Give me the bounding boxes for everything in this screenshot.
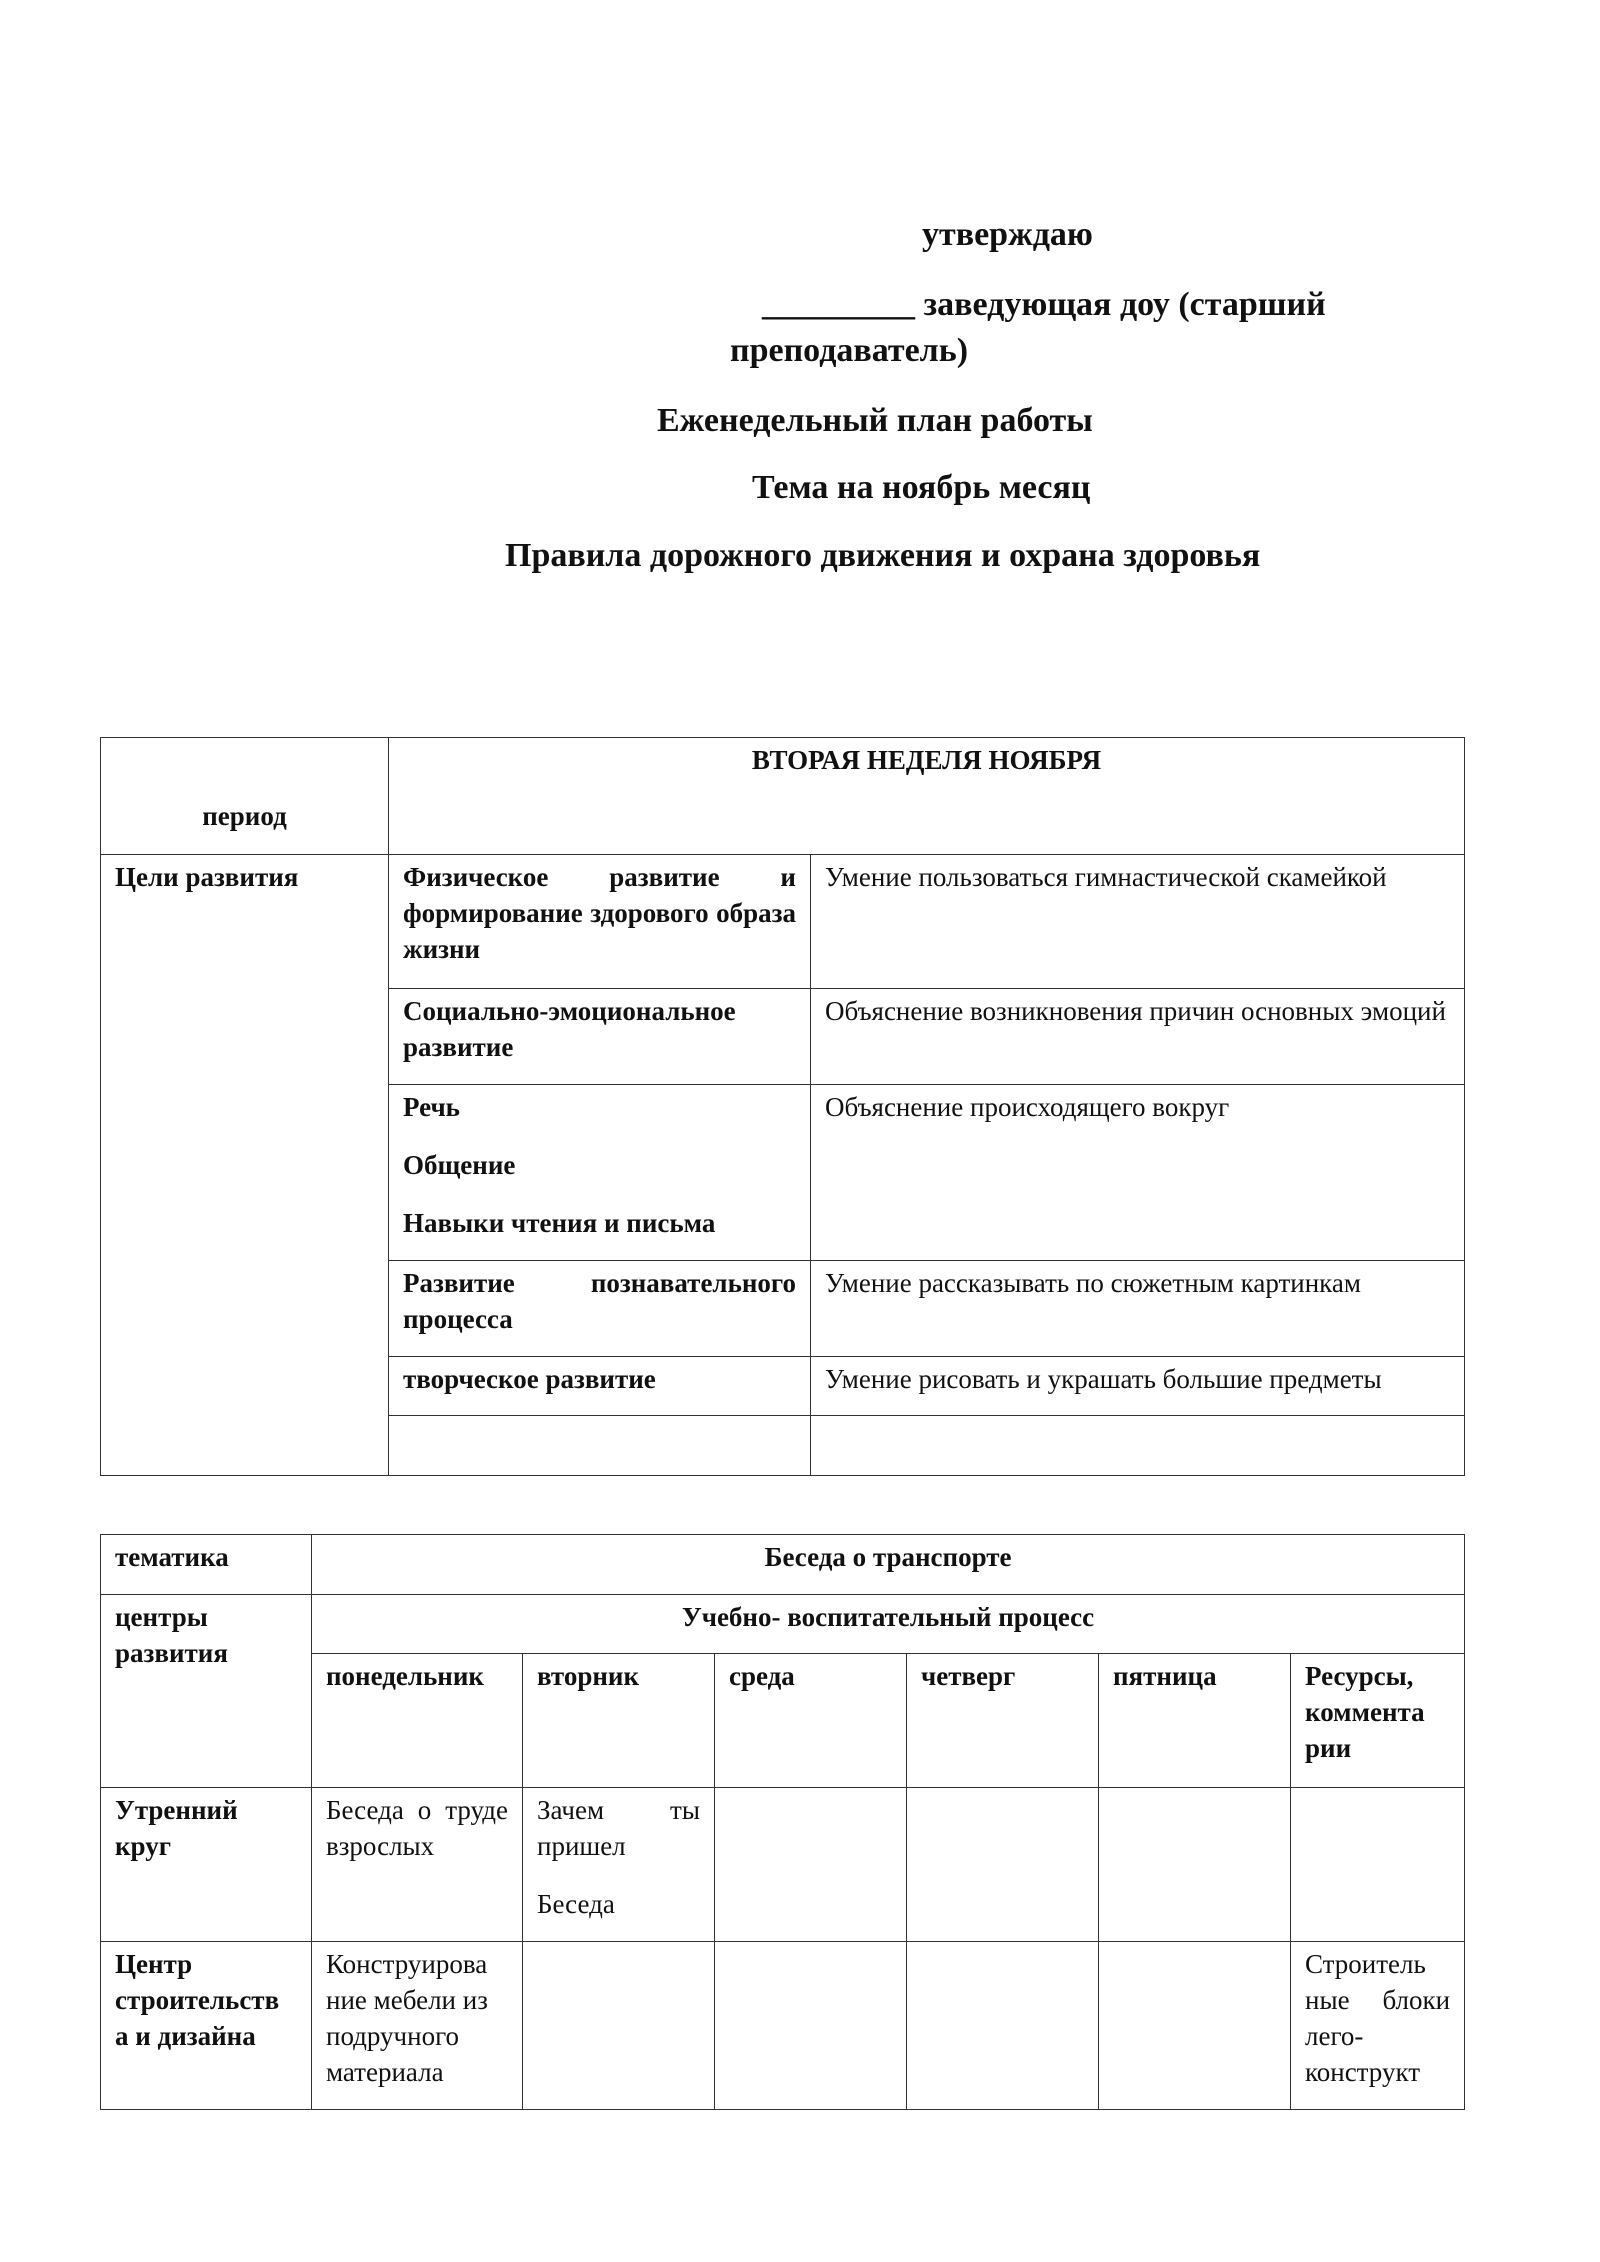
activity-cell: Конструирова ние мебели из подручного материала [312,1942,523,2110]
goal-description: Умение пользоваться гимнастической скамейкой [811,855,1465,989]
activity-cell [907,1788,1099,1942]
goal-description: Объяснение возникновения причин основных эмоций [811,989,1465,1085]
goal-area: Развитие познавательного процесса [389,1261,811,1357]
topic-title: Правила дорожного движения и охрана здоровья [505,537,1261,574]
goal-area-line: Общение [403,1150,516,1180]
theme-label: тематика [101,1535,312,1595]
plan-title: Еженедельный план работы [657,402,1093,439]
resources-header: Ресурсы, коммента рии [1291,1654,1465,1788]
period-cell [101,738,389,855]
theme-value: Беседа о транспорте [312,1535,1465,1595]
goal-area-line: Навыки чтения и письма [403,1208,716,1238]
approval-label: утверждаю [922,216,1093,253]
activity-cell: Беседа о труде взрослых [312,1788,523,1942]
goal-area: Физическое развитие и формирование здорового образа жизни [389,855,811,989]
theme-title: Тема на ноябрь месяц [752,469,1091,506]
activity-cell [715,1942,907,2110]
resources-cell: Строитель ные блоки лего-конструкт [1291,1942,1465,2110]
goal-area: творческое развитие [389,1357,811,1416]
goals-label-cell [101,855,389,1476]
row-label-morning-circle: Утренний круг [101,1788,312,1942]
centers-label: центры развития [101,1595,312,1788]
goal-area-line: Речь [403,1092,460,1122]
day-header-thursday: четверг [907,1654,1099,1788]
activity-cell [907,1942,1099,2110]
process-label: Учебно- воспитательный процесс [312,1595,1465,1654]
week-label: ВТОРАЯ НЕДЕЛЯ НОЯБРЯ [751,745,1102,775]
activity-cell [1099,1942,1291,2110]
goals-label: Цели развития [115,862,299,892]
period-label: период [202,801,287,831]
day-header-tuesday: вторник [523,1654,715,1788]
goal-area [389,1085,811,1261]
schedule-table [100,1534,1465,2110]
empty-cell [811,1416,1465,1476]
activity-cell [523,1942,715,2110]
activity-text: Зачем ты пришел [537,1795,700,1861]
resources-cell [1291,1788,1465,1942]
goal-description: Объяснение происходящего вокруг [811,1085,1465,1261]
approval-position: преподаватель) [730,332,969,369]
activity-cell [715,1788,907,1942]
goal-description: Умение рисовать и украшать большие предметы [811,1357,1465,1416]
day-header-monday: понедельник [312,1654,523,1788]
goals-table [100,737,1465,1476]
day-header-friday: пятница [1099,1654,1291,1788]
row-label-construction-center: Центр строительств а и дизайна [101,1942,312,2110]
week-cell [389,738,1465,855]
activity-text: Беседа [537,1889,615,1919]
empty-cell [389,1416,811,1476]
activity-cell [1099,1788,1291,1942]
activity-cell [523,1788,715,1942]
goal-area: Социально-эмоциональное развитие [389,989,811,1085]
goal-description: Умение рассказывать по сюжетным картинкам [811,1261,1465,1357]
approval-signature-line: _________ заведующая доу (старший [762,286,1326,323]
day-header-wednesday: среда [715,1654,907,1788]
